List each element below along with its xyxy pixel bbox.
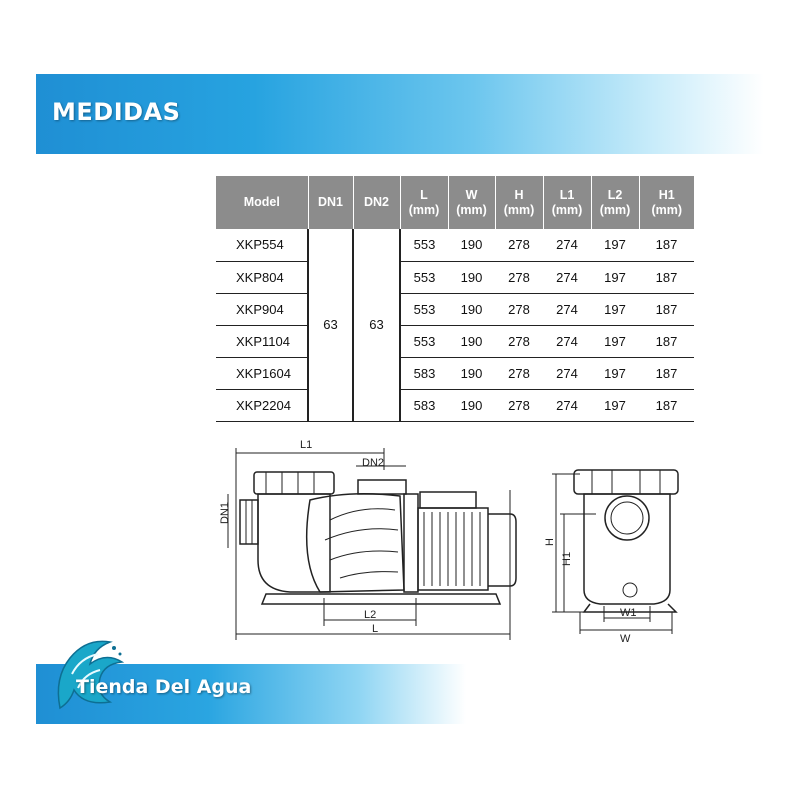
l2-cell: 197 <box>591 357 639 389</box>
h-cell: 278 <box>495 293 543 325</box>
l2-cell: 197 <box>591 325 639 357</box>
l-cell: 553 <box>400 229 448 261</box>
l1-cell: 274 <box>543 325 591 357</box>
h-cell: 278 <box>495 261 543 293</box>
col-dn2: DN2 <box>353 176 400 229</box>
l-cell: 553 <box>400 261 448 293</box>
l1-cell: 274 <box>543 293 591 325</box>
strainer-housing <box>258 494 330 592</box>
l2-cell: 197 <box>591 389 639 421</box>
label-l2: L2 <box>364 609 377 621</box>
col-w: W (mm) <box>448 176 495 229</box>
front-inlet <box>605 496 649 540</box>
h-cell: 278 <box>495 357 543 389</box>
dn1-cell: 63 <box>308 229 353 421</box>
brand-name: Tienda Del Agua <box>76 676 252 698</box>
col-h: H (mm) <box>495 176 543 229</box>
h1-cell: 187 <box>639 293 694 325</box>
col-dn1: DN1 <box>308 176 353 229</box>
w-cell: 190 <box>448 293 495 325</box>
col-h1: H1 (mm) <box>639 176 694 229</box>
col-l: L (mm) <box>400 176 448 229</box>
l-cell: 553 <box>400 293 448 325</box>
col-l1: L1 (mm) <box>543 176 591 229</box>
l1-cell: 274 <box>543 357 591 389</box>
drain-plug <box>623 583 637 597</box>
h-cell: 278 <box>495 389 543 421</box>
l2-cell: 197 <box>591 261 639 293</box>
model-cell: XKP2204 <box>216 389 308 421</box>
label-h: H <box>544 538 556 546</box>
front-body <box>584 494 670 604</box>
col-l2: L2 (mm) <box>591 176 639 229</box>
label-dn2: DN2 <box>362 457 385 469</box>
h-cell: 278 <box>495 325 543 357</box>
model-cell: XKP1104 <box>216 325 308 357</box>
label-h1: H1 <box>561 551 573 566</box>
label-w: W <box>620 633 631 645</box>
model-cell: XKP904 <box>216 293 308 325</box>
h1-cell: 187 <box>639 261 694 293</box>
l2-cell: 197 <box>591 229 639 261</box>
l2-cell: 197 <box>591 293 639 325</box>
w-cell: 190 <box>448 389 495 421</box>
motor-flange <box>404 494 418 592</box>
fan-cover <box>488 514 516 586</box>
h-cell: 278 <box>495 229 543 261</box>
h1-cell: 187 <box>639 389 694 421</box>
model-cell: XKP1604 <box>216 357 308 389</box>
base-plate <box>262 594 500 604</box>
w-cell: 190 <box>448 261 495 293</box>
h1-cell: 187 <box>639 357 694 389</box>
page-title: MEDIDAS <box>52 98 181 126</box>
w-cell: 190 <box>448 357 495 389</box>
dn2-cell: 63 <box>353 229 400 421</box>
h1-cell: 187 <box>639 229 694 261</box>
l1-cell: 274 <box>543 389 591 421</box>
w-cell: 190 <box>448 325 495 357</box>
inlet-port <box>240 500 258 544</box>
h1-cell: 187 <box>639 325 694 357</box>
outlet-port <box>358 480 406 494</box>
motor-body <box>418 508 488 590</box>
terminal-box <box>420 492 476 508</box>
model-cell: XKP804 <box>216 261 308 293</box>
l1-cell: 274 <box>543 261 591 293</box>
col-model: Model <box>216 176 308 229</box>
l-cell: 553 <box>400 325 448 357</box>
l1-cell: 274 <box>543 229 591 261</box>
label-l: L <box>372 623 379 635</box>
label-l1: L1 <box>300 439 313 451</box>
w-cell: 190 <box>448 229 495 261</box>
label-w1: W1 <box>620 607 637 619</box>
pump-side-view <box>240 472 516 604</box>
l-cell: 583 <box>400 357 448 389</box>
wave-logo-icon <box>50 628 130 718</box>
label-dn1: DN1 <box>219 501 231 524</box>
pump-volute <box>307 494 404 592</box>
model-cell: XKP554 <box>216 229 308 261</box>
l-cell: 583 <box>400 389 448 421</box>
front-lid <box>574 470 678 494</box>
